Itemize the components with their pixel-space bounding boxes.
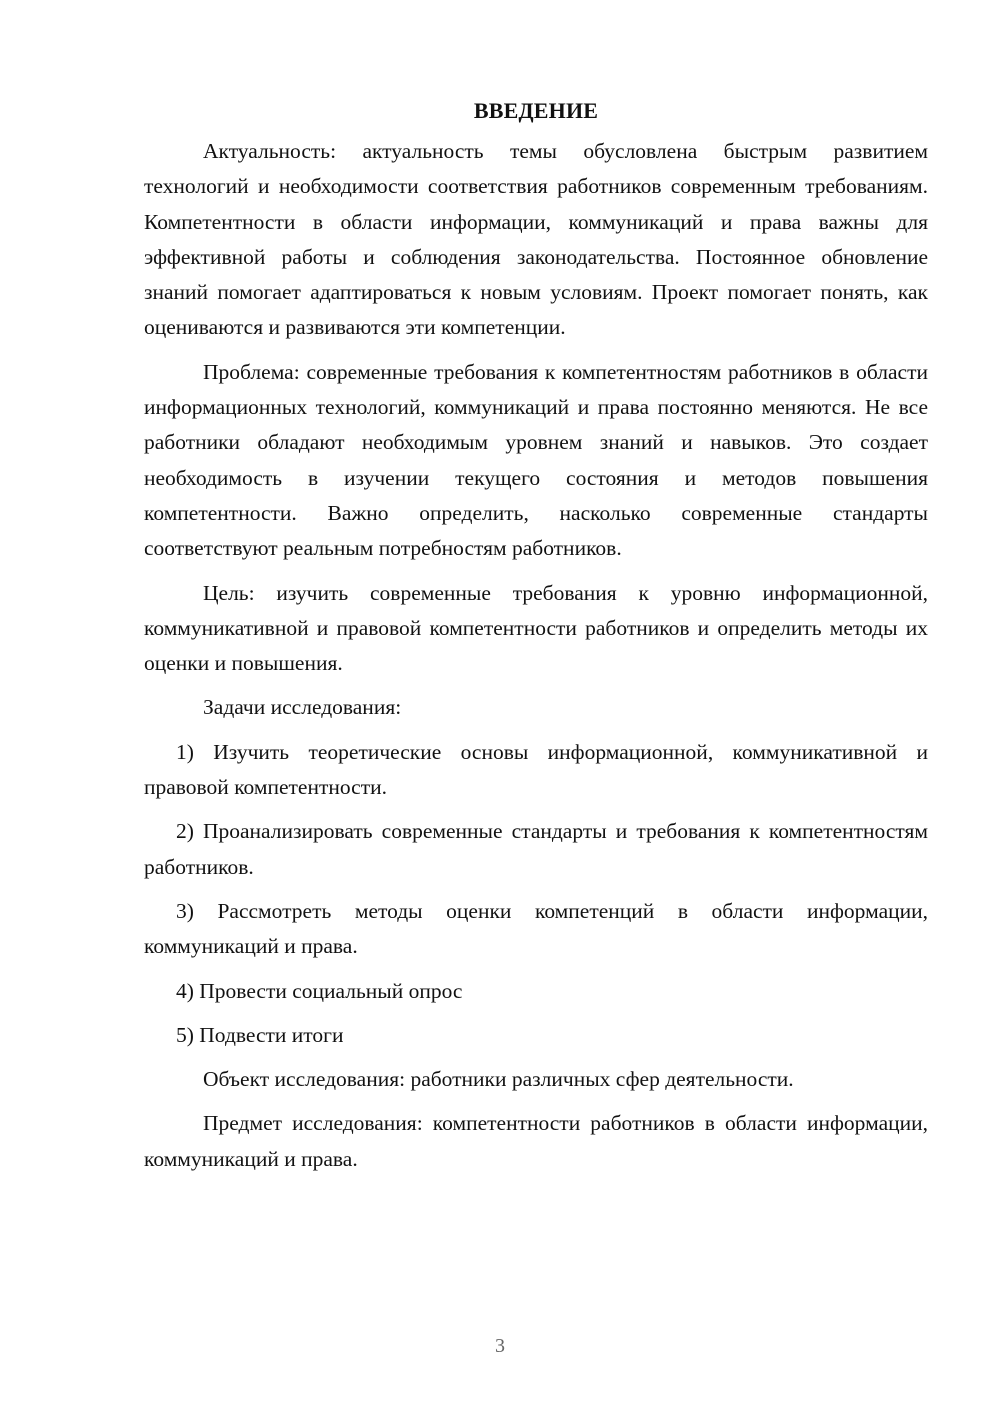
page-body bbox=[144, 96, 928, 1186]
task-item: 4) Провести социальный опрос bbox=[176, 978, 463, 1003]
task-item: 5) Подвести итоги bbox=[176, 1022, 344, 1047]
goal-paragraph: Цель: изучить современные требования к уровню информационной, коммуникативной и правовой компетентности работников и определить методы их оценки и повышения. bbox=[144, 580, 928, 676]
task-item: 1) Изучить теоретические основы информационной, коммуникативной и правовой компетентности. bbox=[144, 739, 928, 800]
problem-paragraph: Проблема: современные требования к компетентностям работников в области информационных технологий, коммуникаций и права постоянно меняются. Не все работники обладают необходимым уровнем знаний и навыков. Это создает необходимость в изучении текущего состояния и методов повышения компетентности. Важно определить, насколько современные стандарты соответствуют реальным потребностям работников. bbox=[144, 359, 928, 561]
section-title: ВВЕДЕНИЕ bbox=[473, 98, 599, 123]
task-item: 3) Рассмотреть методы оценки компетенций в области информации, коммуникаций и права. bbox=[144, 898, 928, 959]
relevance-paragraph: Актуальность: актуальность темы обусловлена быстрым развитием технологий и необходимости соответствия работников современным требованиям. Компетентности в области информации, коммуникаций и права важны для эффективной работы и соблюдения законодательства. Постоянное обновление знаний помогает адаптироваться к новым условиям. Проект помогает понять, как оцениваются и развиваются эти компетенции. bbox=[144, 139, 928, 340]
tasks-heading: Задачи исследования: bbox=[203, 695, 402, 720]
task-item: 2) Проанализировать современные стандарты и требования к компетентностям работников. bbox=[144, 819, 928, 879]
object-paragraph: Объект исследования: работники различных сфер деятельности. bbox=[203, 1067, 794, 1092]
subject-paragraph: Предмет исследования: компетентности работников в области информации, коммуникаций и права. bbox=[144, 1111, 928, 1171]
page-number: 3 bbox=[495, 1335, 505, 1357]
